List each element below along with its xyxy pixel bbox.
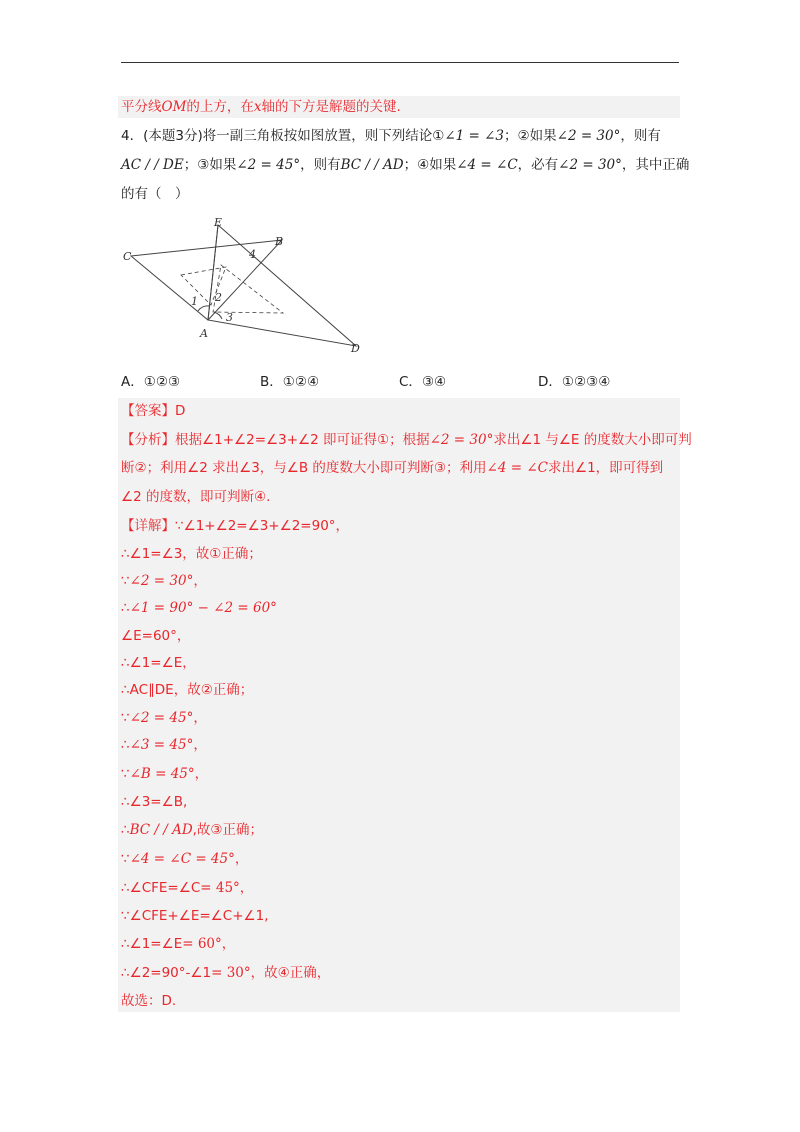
detail-17b: ，故④正确， (250, 965, 331, 981)
intro-x: x (253, 99, 262, 115)
detail-3m: ∠2 = 30° (129, 573, 194, 589)
label-E: E (214, 216, 223, 229)
q2-math-2: ∠2 = 45° (236, 157, 301, 173)
detail-line-13 (121, 849, 248, 869)
detail-line-11 (121, 792, 187, 812)
detail-line-6 (121, 653, 196, 673)
q1-math-1: ∠1 = ∠3 (444, 128, 505, 144)
detail-13b: ， (234, 851, 249, 867)
option-c-text: ③④ (421, 374, 447, 390)
q3-text: 的有（ ） (121, 186, 189, 202)
detail-line-3 (121, 571, 207, 591)
option-b[interactable] (260, 372, 319, 392)
detail-4m: ∠1 = 90° − ∠2 = 60° (129, 600, 277, 616)
triangle-ABC (131, 240, 282, 320)
detail-7: ∴AC∥DE，故②正确； (121, 682, 254, 698)
detail-line-4 (121, 598, 277, 618)
label-4: 4 (249, 248, 256, 261)
q2-text-a: ；③如果 (183, 157, 237, 173)
label-3: 3 (226, 311, 233, 324)
answer-value: D (175, 403, 186, 419)
detail-line-14 (121, 878, 253, 898)
option-d[interactable] (538, 372, 610, 392)
label-1: 1 (191, 295, 198, 308)
q1-text-c: ，则有 (620, 128, 661, 144)
detail-1: 【详解】∵∠1+∠2=∠3+∠2=90°， (121, 518, 350, 534)
analysis-3: ∠2 的度数，即可判断④. (121, 489, 271, 505)
detail-6: ∴∠1=∠E， (121, 655, 196, 671)
detail-12m: BC / / AD (129, 822, 193, 838)
detail-11: ∴∠3=∠B, (121, 794, 188, 810)
detail-9m: ∠3 = 45° (129, 737, 194, 753)
detail-16m: = 60° (182, 936, 222, 952)
detail-18: 故选：D. (121, 993, 177, 1009)
option-d-text: ①②③④ (561, 374, 611, 390)
detail-8m: ∠2 = 45° (129, 710, 194, 726)
detail-line-16 (121, 934, 235, 954)
answer-line (121, 401, 185, 421)
detail-line-8 (121, 708, 207, 728)
detail-line-18 (121, 991, 176, 1011)
q2-math-3: BC / / AD (340, 157, 404, 173)
analysis-1a: 【分析】根据∠1+∠2=∠3+∠2 即可证得①；根据 (121, 432, 430, 448)
option-c-letter: C． (399, 374, 422, 390)
detail-8b: ， (193, 710, 207, 726)
label-D: D (351, 342, 360, 355)
question-line-1 (121, 126, 661, 146)
q1-text-b: ；②如果 (504, 128, 557, 144)
analysis-line-3 (121, 487, 270, 507)
label-A: A (200, 327, 208, 340)
detail-line-10 (121, 764, 208, 784)
detail-9a: ∴ (121, 737, 130, 753)
analysis-line-2 (121, 458, 663, 478)
option-b-letter: B． (260, 374, 283, 390)
geometry-figure (118, 215, 368, 355)
detail-line-12 (121, 820, 263, 840)
option-a-letter: A． (121, 374, 144, 390)
intro-om: OM (161, 99, 187, 115)
analysis-line-1 (121, 430, 692, 450)
detail-17a: ∴∠2=90°-∠1 (121, 965, 212, 981)
detail-line-9 (121, 735, 207, 755)
detail-10m: ∠B = 45° (129, 766, 195, 782)
option-a-text: ①②③ (143, 374, 181, 390)
question-line-3 (121, 184, 189, 204)
answer-tag: 【答案】 (121, 403, 175, 419)
option-a[interactable] (121, 372, 180, 392)
detail-16a: ∴∠1=∠E (121, 936, 183, 952)
detail-line-15 (121, 906, 269, 926)
intro-prefix: 平分线 (121, 99, 162, 115)
detail-12b: ,故③正确； (192, 822, 264, 838)
q2-text-d: ，必有 (517, 157, 559, 173)
analysis-2a: 断②；利用∠2 求出∠3，与∠B 的度数大小即可判断③；利用 (121, 460, 487, 476)
detail-line-17 (121, 963, 330, 983)
detail-5: ∠E=60°， (121, 628, 191, 644)
detail-2: ∴∠1=∠3，故①正确； (121, 546, 262, 562)
q2-text-c: ；④如果 (403, 157, 457, 173)
intro-suffix: 轴的下方是解题的关键. (261, 99, 401, 115)
detail-10a: ∵ (121, 766, 130, 782)
detail-14b: ， (239, 880, 254, 896)
q2-text-b: ，则有 (300, 157, 341, 173)
angle-arc-1 (198, 306, 210, 311)
detail-3a: ∵ (121, 573, 130, 589)
label-2: 2 (215, 291, 222, 304)
detail-line-5 (121, 626, 190, 646)
header-rule (121, 62, 679, 63)
detail-10b: ， (194, 766, 209, 782)
q2-math-5: ∠2 = 30° (558, 157, 622, 173)
analysis-2b: 求出∠1，即可得到 (547, 460, 664, 476)
q2-math-4: ∠4 = ∠C (456, 157, 518, 173)
detail-17m: = 30° (211, 965, 251, 981)
intro-mid: 的上方，在 (186, 99, 254, 115)
detail-12a: ∴ (121, 822, 130, 838)
detail-line-1 (121, 516, 349, 536)
q2-text-e: ，其中正确 (621, 157, 690, 173)
detail-4a: ∴ (121, 600, 130, 616)
option-c[interactable] (399, 372, 446, 392)
detail-13a: ∵ (121, 851, 130, 867)
detail-line-7 (121, 680, 253, 700)
detail-3b: ， (193, 573, 207, 589)
q1-math-2: ∠2 = 30° (556, 128, 621, 144)
detail-line-2 (121, 544, 262, 564)
detail-15: ∵∠CFE+∠E=∠C+∠1, (121, 908, 269, 924)
detail-8a: ∵ (121, 710, 130, 726)
question-line-2 (121, 155, 689, 175)
detail-14m: = 45° (200, 880, 240, 896)
analysis-1m: ∠2 = 30° (429, 432, 494, 448)
analysis-1b: 求出∠1 与∠E 的度数大小即可判 (493, 432, 692, 448)
angle-arc-3 (214, 312, 222, 319)
detail-16b: ， (221, 936, 236, 952)
q1-text-a: 4．(本题3分)将一副三角板按如图放置，则下列结论① (121, 128, 445, 144)
label-B: B (275, 235, 284, 248)
option-b-text: ①②④ (282, 374, 320, 390)
intro-line (121, 97, 401, 117)
label-C: C (123, 250, 132, 263)
option-d-letter: D． (538, 374, 562, 390)
detail-14a: ∴∠CFE=∠C (121, 880, 201, 896)
detail-13m: ∠4 = ∠C = 45° (129, 851, 235, 867)
q2-math-1: AC / / DE (121, 157, 184, 173)
detail-9b: ， (193, 737, 207, 753)
analysis-2m: ∠4 = ∠C (486, 460, 548, 476)
